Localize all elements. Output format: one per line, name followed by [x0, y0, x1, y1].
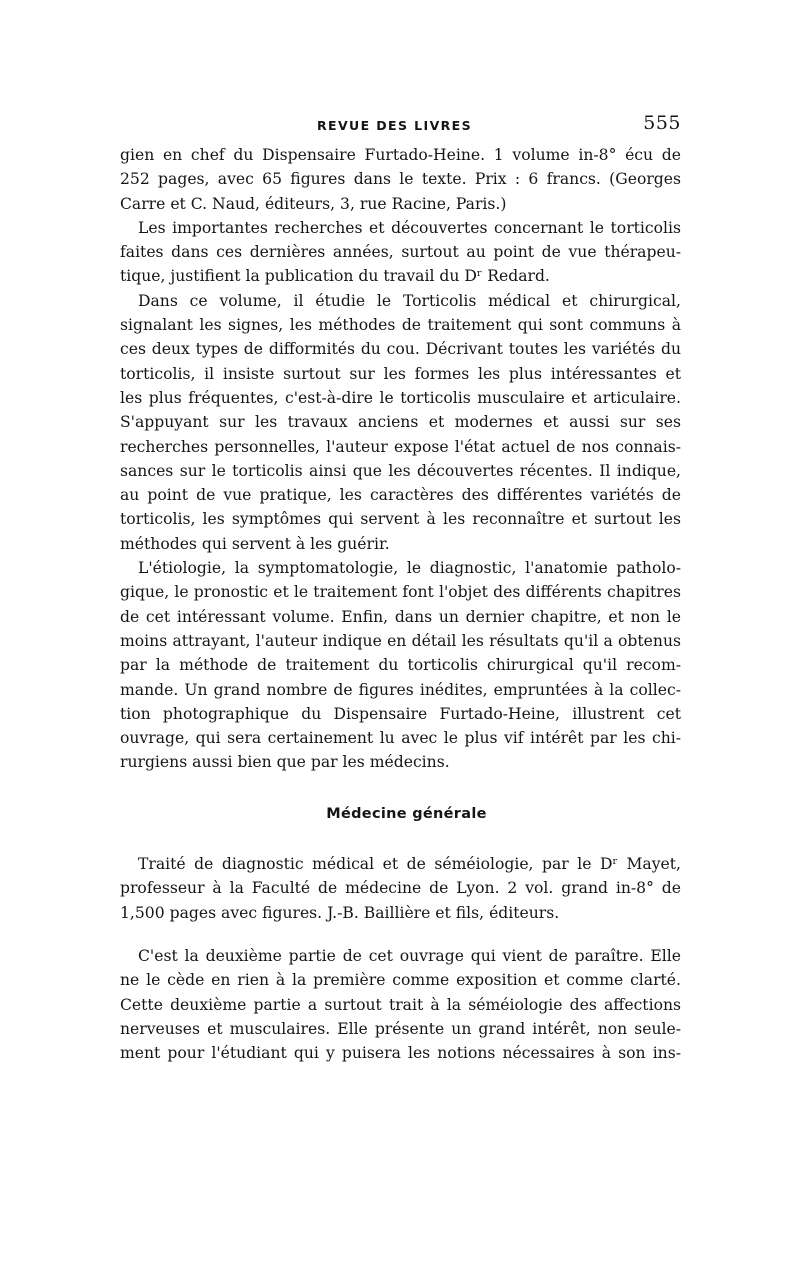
text-line: de cet intéressant volume. Enfin, dans un dernier chapitre, et non le [120, 607, 681, 626]
text-line: nerveuses et musculaires. Elle présente un grand intérêt, non seule- [120, 1019, 681, 1038]
text-line: signalant les signes, les méthodes de traitement qui sont communs à [120, 316, 681, 335]
text-line: professeur à la Faculté de médecine de Lyon. 2 vol. grand in-8° de [120, 879, 681, 898]
text-line: torticolis, il insiste surtout sur les formes les plus intéressantes et [120, 364, 681, 383]
text-line: par la méthode de traitement du torticolis chirurgical qu'il recom- [120, 656, 681, 675]
text-line: moins attrayant, l'auteur indique en détail les résultats qu'il a obtenus [120, 631, 681, 650]
text-line: 1,500 pages avec figures. J.-B. Baillière et fils, éditeurs. [120, 903, 560, 922]
text-line: Carre et C. Naud, éditeurs, 3, rue Racine, Paris.) [120, 194, 507, 213]
book-page [120, 0, 681, 1262]
text-line: ne le cède en rien à la première comme exposition et comme clarté. [120, 971, 681, 990]
text-line: gique, le pronostic et le traitement font l'objet des différents chapitres [120, 583, 681, 602]
text-line: recherches personnelles, l'auteur expose l'état actuel de nos connais- [120, 437, 681, 456]
running-head [120, 112, 681, 134]
section-heading: Médecine générale [326, 806, 487, 822]
text-line: rurgiens aussi bien que par les médecins. [120, 753, 450, 772]
review-torticolis [120, 143, 681, 775]
text-line: S'appuyant sur les travaux anciens et modernes et aussi sur ses [120, 413, 681, 432]
text-line: Dans ce volume, il étudie le Torticolis médical et chirurgical, [138, 291, 681, 310]
review-citation [120, 852, 681, 925]
text-line: Les importantes recherches et découvertes concernant le torticolis [138, 218, 681, 237]
text-line: faites dans ces dernières années, surtout au point de vue thérapeu- [120, 243, 681, 262]
running-title: REVUE DES LIVRES [317, 118, 473, 133]
text-line: ment pour l'étudiant qui y puisera les notions nécessaires à son ins- [120, 1044, 681, 1063]
text-line: au point de vue pratique, les caractères des différentes variétés de [120, 486, 681, 505]
text-line: C'est la deuxième partie de cet ouvrage qui vient de paraître. Elle [138, 947, 681, 965]
text-line: L'étiologie, la symptomatologie, le diagnostic, l'anatomie patholo- [138, 559, 681, 578]
text-line: tion photographique du Dispensaire Furtado-Heine, illustrent cet [120, 704, 681, 723]
text-line: ouvrage, qui sera certainement lu avec le plus vif intérêt par les chi- [120, 729, 681, 748]
text-line: tique, justifient la publication du travail du Dʳ Redard. [120, 267, 550, 286]
review-mayet [120, 944, 681, 1065]
text-line: gien en chef du Dispensaire Furtado-Heine. 1 volume in-8° écu de [120, 146, 681, 164]
text-line: Cette deuxième partie a surtout trait à la séméiologie des affections [120, 995, 681, 1014]
text-line: sances sur le torticolis ainsi que les découvertes récentes. Il indique, [120, 461, 681, 480]
text-line: Traité de diagnostic médical et de séméiologie, par le Dʳ Mayet, [138, 855, 681, 873]
text-line: 252 pages, avec 65 figures dans le texte. Prix : 6 francs. (Georges [120, 170, 681, 189]
text-line: les plus fréquentes, c'est-à-dire le torticolis musculaire et articulaire. [120, 388, 681, 407]
text-line: torticolis, les symptômes qui servent à les reconnaître et surtout les [120, 510, 681, 529]
text-line: mande. Un grand nombre de figures inédites, empruntées à la collec- [120, 680, 681, 699]
text-line: méthodes qui servent à les guérir. [120, 534, 390, 553]
text-line: ces deux types de difformités du cou. Décrivant toutes les variétés du [120, 340, 681, 359]
page-number: 555 [643, 112, 681, 134]
